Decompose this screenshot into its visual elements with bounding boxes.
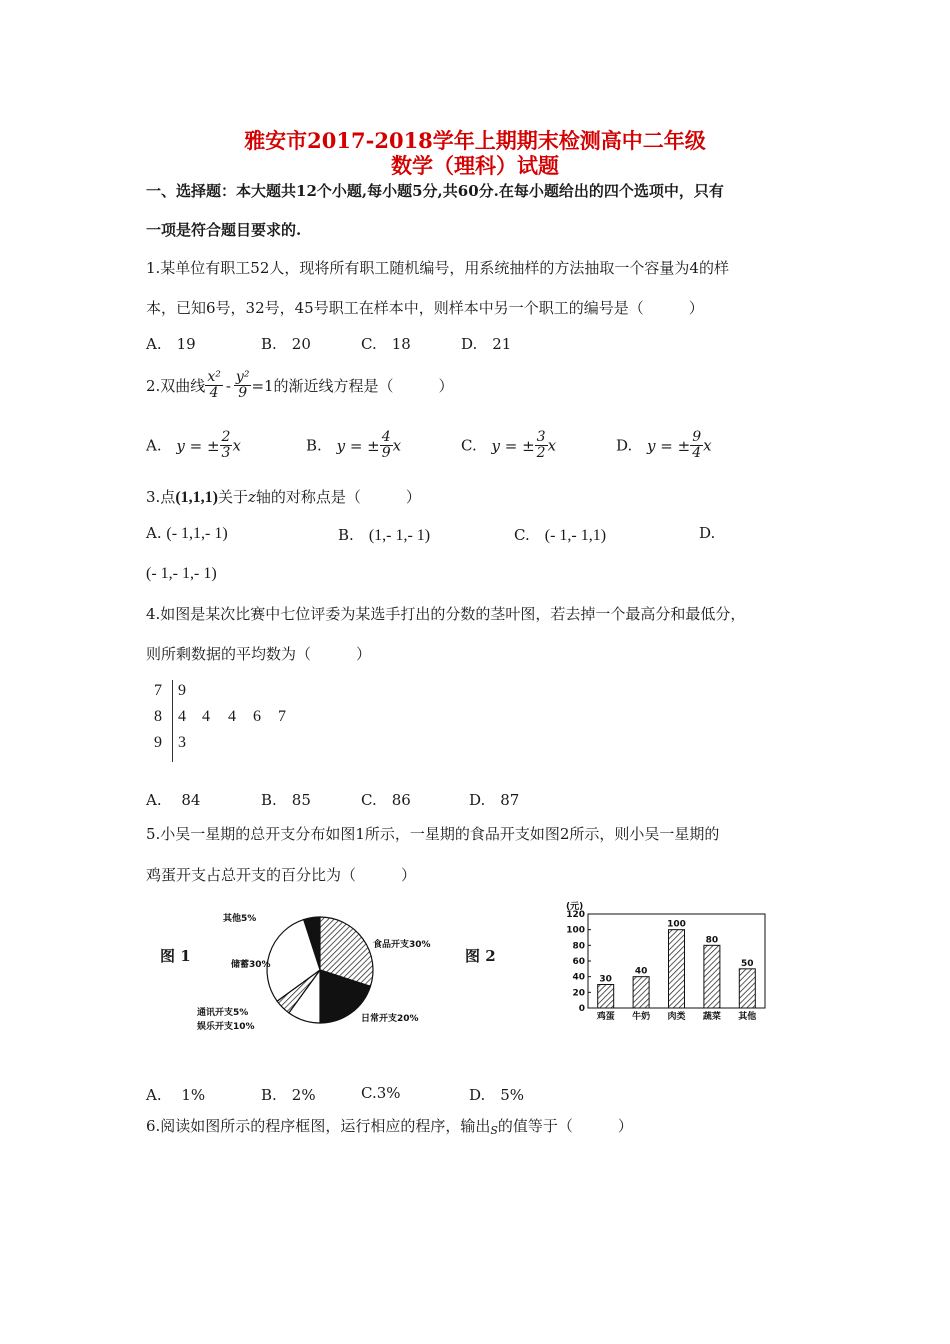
- question-5: 5.小吴一星期的总开支分布如图1所示，一星期的食品开支如图2所示，则小吴一星期的: [146, 825, 720, 843]
- q5-option-b: B. 2%: [261, 1086, 316, 1104]
- stem-7: 7: [154, 682, 162, 699]
- q1-option-c: C. 18: [361, 335, 411, 353]
- bar-y-tick-label: 60: [572, 957, 585, 967]
- q2-fraction-x: $\frac{\text{x²}}{4}$: [207, 369, 221, 401]
- bar-category-label: 鸡蛋: [596, 1012, 615, 1022]
- q5-option-a: A. 1%: [146, 1086, 206, 1104]
- pie-label: 食品开支30%: [373, 940, 431, 950]
- figure-1-label: 图 1: [160, 947, 191, 965]
- leaf: 9: [178, 682, 186, 699]
- pie-label: 日常开支20%: [361, 1014, 419, 1024]
- bar: [704, 945, 720, 1008]
- q1-option-b: B. 20: [261, 335, 311, 353]
- leaf: 7: [278, 708, 286, 725]
- question-1: 1.某单位有职工52人，现将所有职工随机编号，用系统抽样的方法抽取一个容量为4的样: [146, 259, 729, 277]
- stem-leaf-plot: [150, 680, 310, 762]
- bar-y-tick-label: 80: [572, 941, 585, 952]
- q1-option-a: A. 19: [146, 335, 196, 353]
- q2-prefix: 2.双曲线: [146, 377, 206, 395]
- q3-option-b: B. (1,- 1,- 1): [338, 526, 431, 544]
- q4-option-d: D. 87: [469, 791, 520, 809]
- bar-chart: [560, 900, 775, 1030]
- q3-option-d: D.: [699, 524, 716, 542]
- exam-title: 雅安市2017-2018学年上期期末检测高中二年级: [244, 128, 706, 153]
- bar-y-tick-label: 40: [572, 972, 585, 983]
- q2-option-c: C. y = ± $\frac{3}{2}$ x: [461, 429, 557, 461]
- q1-option-d: D. 21: [461, 335, 512, 353]
- q4-option-b: B. 85: [261, 791, 311, 809]
- stem-divider: [172, 680, 173, 762]
- leaf: 4: [228, 708, 236, 725]
- q4-option-a: A. 84: [146, 791, 201, 809]
- bar-value-label: 80: [705, 935, 719, 946]
- bar-value-label: 50: [741, 958, 754, 969]
- q5-option-c: C.3%: [361, 1084, 401, 1102]
- bar-category-label: 肉类: [667, 1012, 686, 1022]
- pie-label: 其他5%: [223, 914, 257, 924]
- bar-category-label: 蔬菜: [702, 1012, 721, 1022]
- question-4: 4.如图是某次比赛中七位评委为某选手打出的分数的茎叶图，若去掉一个最高分和最低分，: [146, 605, 746, 623]
- q6-var: S: [490, 1124, 498, 1137]
- q2-suffix: =1的渐近线方程是（ ）: [251, 377, 454, 395]
- leaf: 3: [178, 734, 186, 751]
- question-3: 3.点(1,1,1)关于z轴的对称点是（ ）: [146, 488, 421, 506]
- q2-fraction-y: $\frac{\text{y²}}{9}$: [235, 369, 250, 401]
- bar: [633, 977, 649, 1008]
- pie-label: 娱乐开支10%: [197, 1022, 255, 1032]
- bar-y-tick-label: 0: [578, 1004, 585, 1014]
- question-6: 6.阅读如图所示的程序框图，运行相应的程序，输出$_S$的值等于（ ）: [146, 1117, 633, 1137]
- pie-label: 储蓄30%: [231, 960, 271, 970]
- bar: [739, 969, 755, 1008]
- bar-value-label: 40: [634, 966, 648, 977]
- bar-y-tick-label: 100: [566, 925, 585, 936]
- pie-chart: [195, 905, 455, 1035]
- q2-option-b: B. y = ± $\frac{4}{9}$ x: [306, 429, 402, 461]
- bar: [598, 985, 614, 1009]
- section-heading-cont: 一项是符合题目要求的.: [146, 221, 302, 239]
- q3-option-c: C. (- 1,- 1,1): [514, 526, 607, 544]
- section-heading: 一、选择题：本大题共12个小题,每小题5分,共60分.在每小题给出的四个选项中，只有: [146, 182, 724, 200]
- leaf: 6: [253, 708, 261, 725]
- question-1-cont: 本，已知6号，32号，45号职工在样本中，则样本中另一个职工的编号是（ ）: [146, 299, 704, 317]
- bar-value-label: 100: [667, 919, 686, 930]
- q3-axis: z: [247, 488, 256, 506]
- exam-subtitle: 数学（理科）试题: [391, 153, 559, 178]
- q4-option-c: C. 86: [361, 791, 411, 809]
- leaf: 4: [202, 708, 210, 725]
- q3-point: (1,1,1): [175, 489, 218, 506]
- bar-value-label: 30: [599, 974, 612, 985]
- stem-9: 9: [154, 734, 162, 751]
- stem-8: 8: [154, 708, 162, 725]
- q3-option-a: A. (- 1,1,- 1): [146, 524, 228, 542]
- question-5-cont: 鸡蛋开支占总开支的百分比为（ ）: [146, 866, 417, 884]
- leaf: 4: [178, 708, 186, 725]
- bar-y-tick-label: 20: [572, 988, 585, 999]
- bar-y-unit: (元): [566, 902, 584, 912]
- q2-option-d: D. y = ± $\frac{9}{4}$ x: [616, 429, 712, 461]
- q3-option-d-value: (- 1,- 1,- 1): [146, 565, 217, 582]
- q5-option-d: D. 5%: [469, 1086, 525, 1104]
- bar-y-tick-label: 120: [566, 910, 585, 920]
- bar: [669, 930, 685, 1008]
- pie-label: 通讯开支5%: [197, 1008, 249, 1018]
- bar-category-label: 其他: [738, 1012, 757, 1022]
- q2-minus: -: [225, 376, 231, 395]
- question-2: [146, 370, 454, 401]
- q2-option-a: A. y = ± $\frac{2}{3}$ x: [146, 429, 241, 461]
- question-4-cont: 则所剩数据的平均数为（ ）: [146, 645, 372, 663]
- bar-category-label: 牛奶: [632, 1012, 651, 1022]
- figure-2-label: 图 2: [465, 947, 496, 965]
